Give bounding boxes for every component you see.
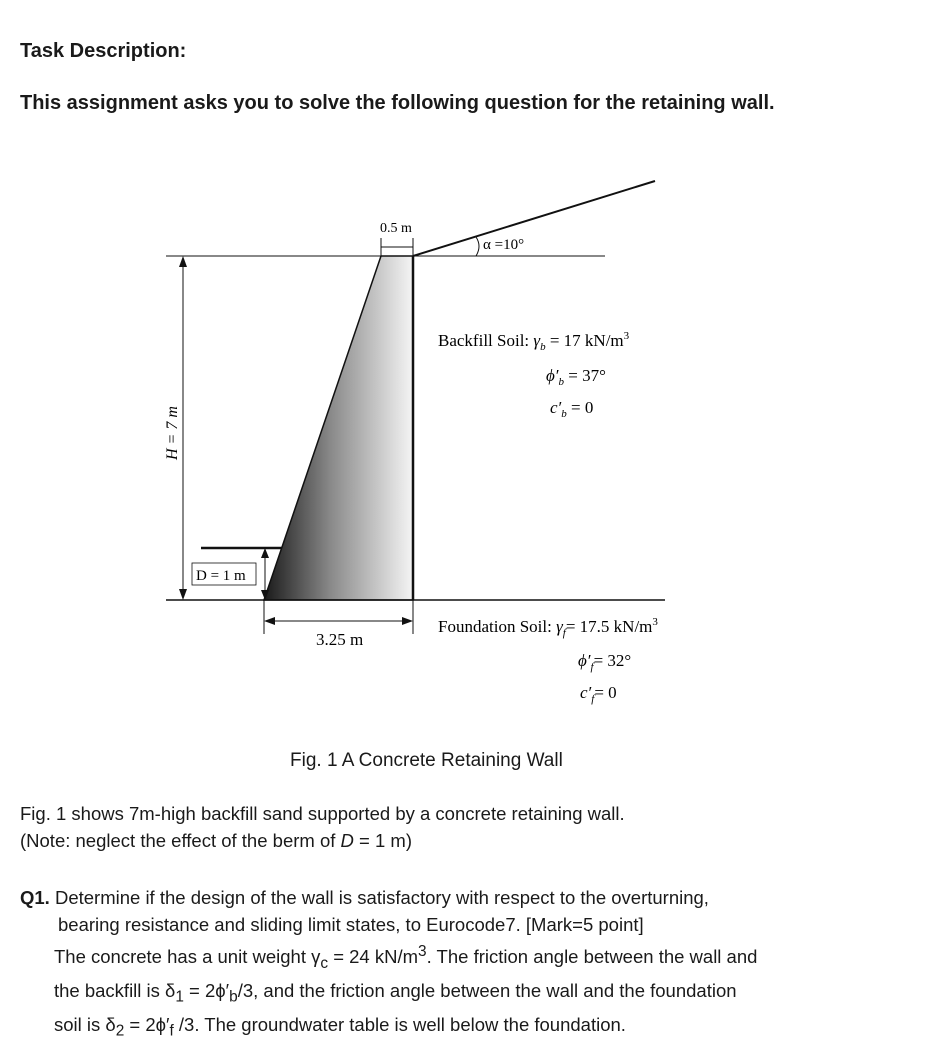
height-label: H = 7 m bbox=[164, 406, 181, 460]
description-line-2: (Note: neglect the effect of the berm of D = 1 m) bbox=[20, 830, 412, 851]
top-width-label: 0.5 m bbox=[380, 221, 412, 236]
task-heading: Task Description: bbox=[20, 40, 187, 62]
question-block bbox=[20, 884, 900, 1044]
base-arrow-right bbox=[402, 617, 413, 625]
base-arrow-left bbox=[264, 617, 275, 625]
question-line-5: soil is $\delta_2 = 2\phi'_f$ /3. The groundwater table is well below the foundation. bbox=[54, 1013, 626, 1040]
figure-caption: Fig. 1 A Concrete Retaining Wall bbox=[290, 750, 563, 771]
question-line-4: the backfill is $\delta_1 = 2\phi'_b/3$, and the friction angle between the wall and the foundation bbox=[54, 979, 737, 1006]
backfill-slope-line bbox=[413, 181, 655, 256]
wall-body bbox=[264, 256, 413, 600]
question-label: Q1. bbox=[20, 887, 50, 908]
depth-label: D = 1 m bbox=[196, 568, 246, 584]
question-line-1: Q1. Determine if the design of the wall is satisfactory with respect to the overturning, bbox=[20, 887, 709, 908]
backfill-gamma-text: Backfill Soil: $\gamma_b = 17$ $kN/m^3$ bbox=[438, 330, 630, 353]
foundation-phi-text: $\phi'_f= 32^\circ$ bbox=[578, 651, 632, 673]
question-line-3: The concrete has a unit weight $\gamma_c = 24$ $kN/m^3$. The friction angle between the wall and bbox=[54, 943, 758, 972]
height-arrow-bottom bbox=[179, 589, 187, 600]
height-arrow-top bbox=[179, 256, 187, 267]
base-width-label: 3.25 m bbox=[316, 630, 364, 649]
depth-arrow-top bbox=[261, 548, 269, 558]
question-line-2: bearing resistance and sliding limit states, to Eurocode7. [Mark=5 point] bbox=[58, 914, 644, 935]
backfill-cohesion-text: $c'_b = 0$ bbox=[550, 398, 594, 420]
intro-text: This assignment asks you to solve the following question for the retaining wall. bbox=[20, 92, 775, 114]
alpha-label: α =10° bbox=[483, 237, 525, 253]
description-line-1: Fig. 1 shows 7m-high backfill sand supported by a concrete retaining wall. bbox=[20, 803, 625, 824]
alpha-angle-arc bbox=[476, 237, 479, 256]
foundation-gamma-text: Foundation Soil: $\gamma_f= 17.5$ $kN/m^3$ bbox=[438, 616, 658, 639]
foundation-cohesion-text: $c'_f= 0$ bbox=[580, 683, 617, 705]
figure-description bbox=[20, 800, 625, 854]
backfill-phi-text: $\phi'_b = 37^\circ$ bbox=[546, 366, 606, 388]
